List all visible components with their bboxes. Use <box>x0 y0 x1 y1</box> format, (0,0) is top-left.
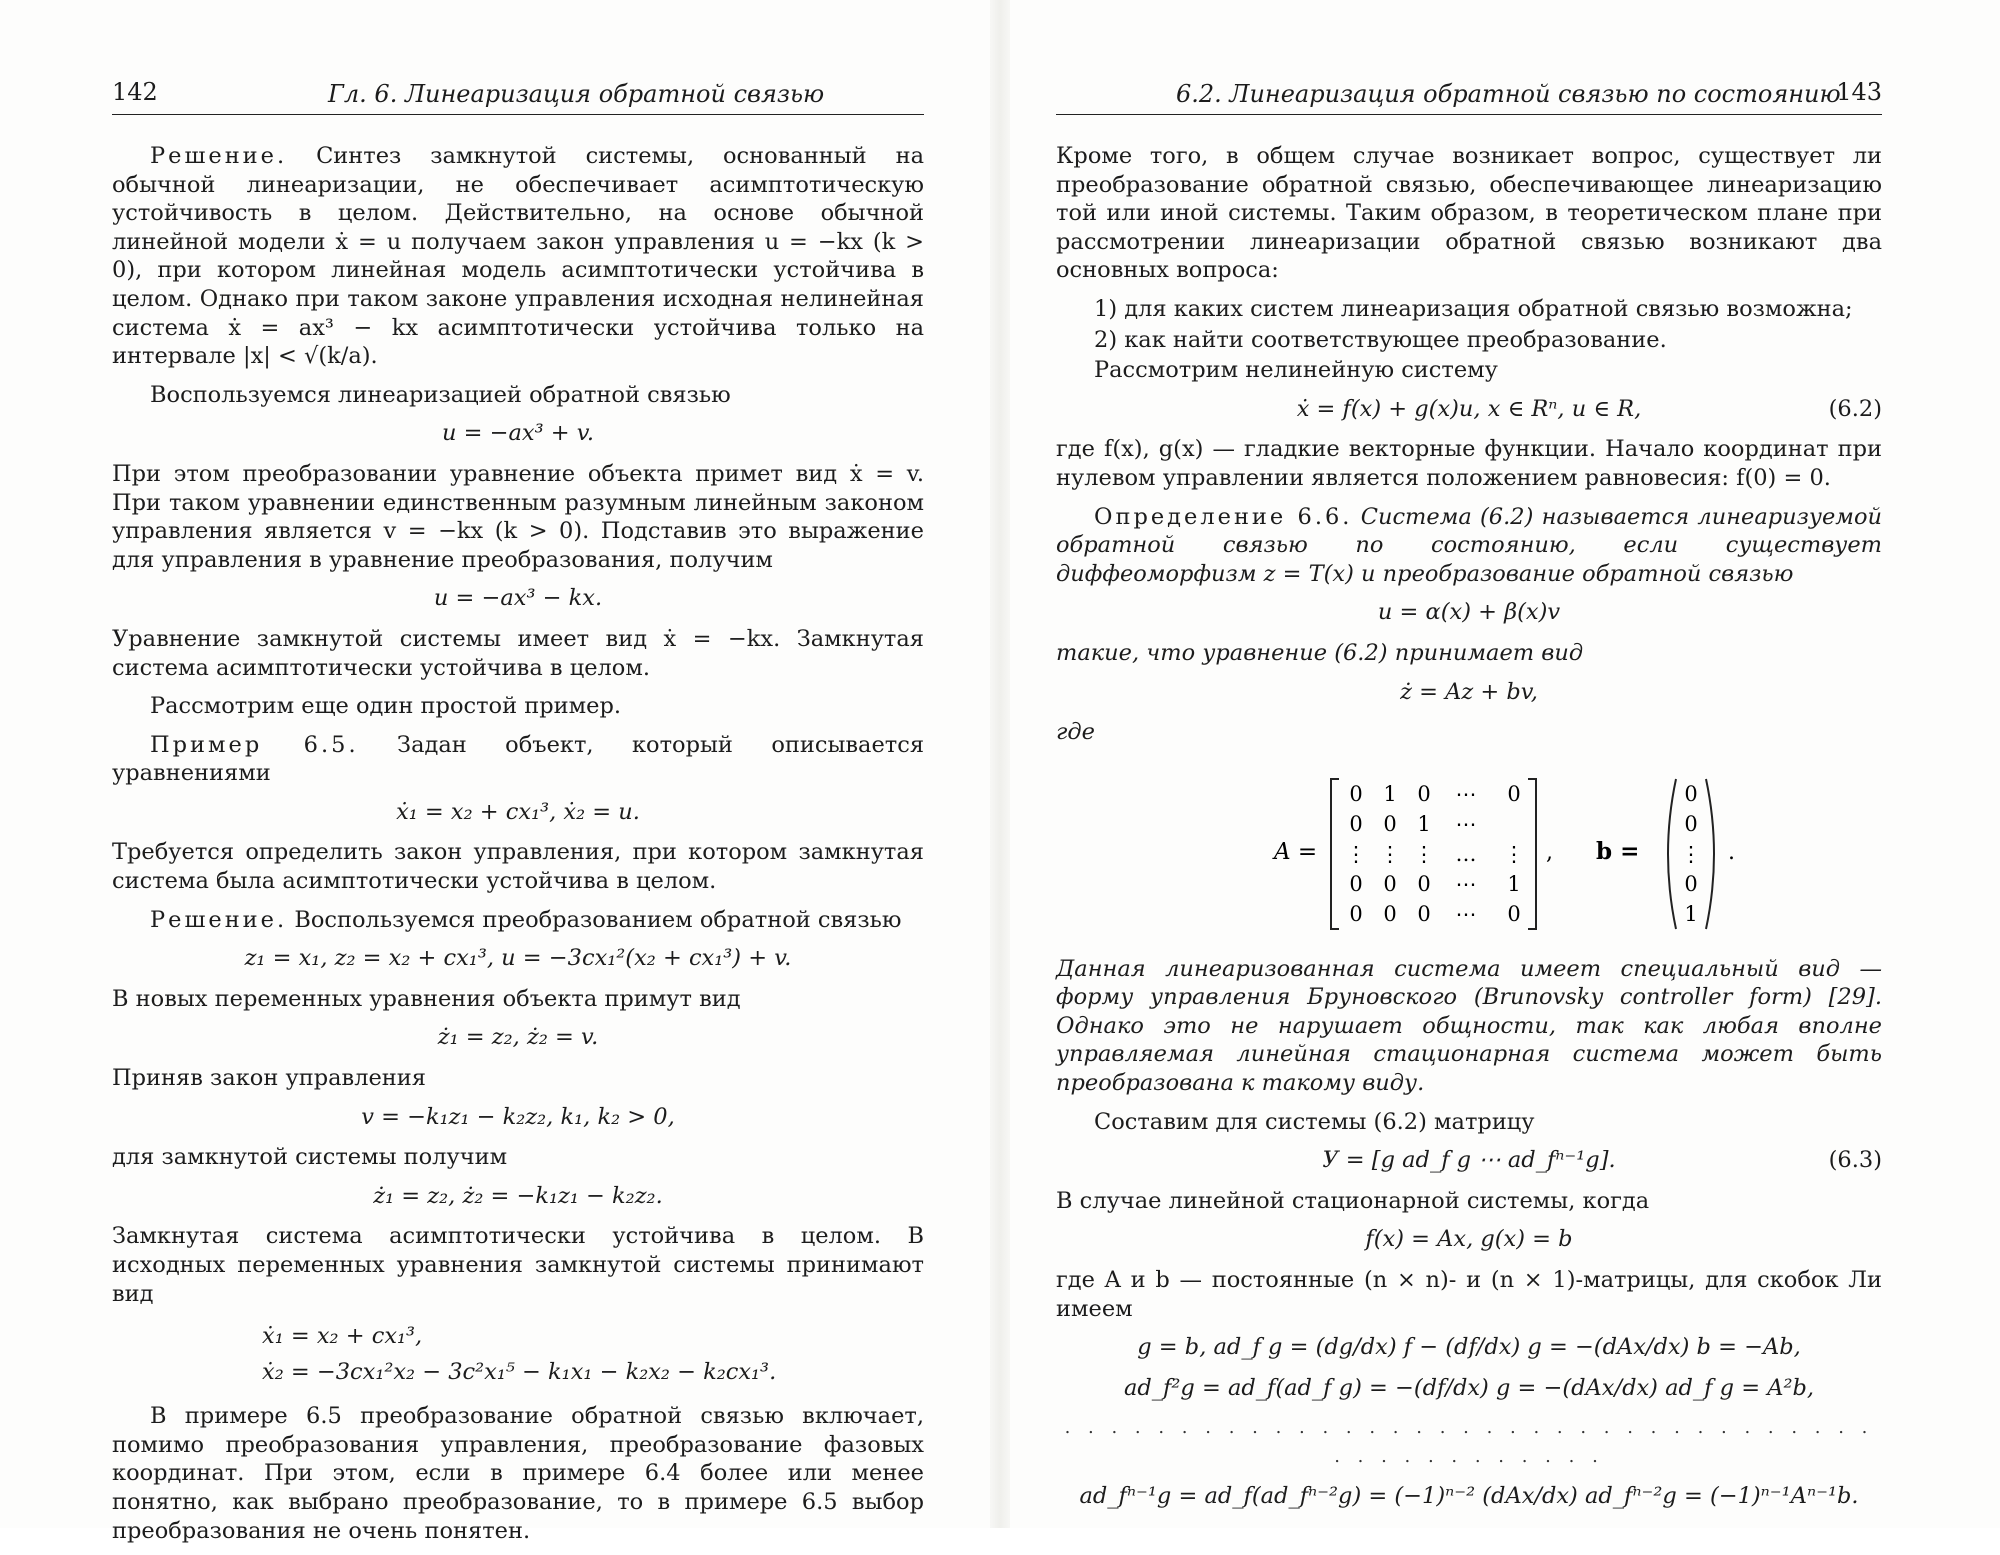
matrix-a-cell: ⋮ <box>1345 841 1367 866</box>
paragraph <box>112 731 924 788</box>
equation: z₁ = x₁, z₂ = x₂ + cx₁³, u = −3cx₁²(x₂ + cx₁³) + v. <box>244 945 792 972</box>
matrix-a-cell: 1 <box>1507 871 1521 896</box>
matrix-a-cell: 0 <box>1349 871 1363 896</box>
paragraph: Приняв закон управления <box>112 1065 426 1092</box>
matrix-a-cell: 0 <box>1383 871 1397 896</box>
equation: ẋ₁ = x₂ + cx₁³, ẋ₂ = u. <box>396 798 640 825</box>
matrix-a-entries <box>1346 782 1525 926</box>
matrix-a-left-bracket <box>1331 779 1339 929</box>
ellipsis-divider: . . . . . . . . . . . . . . . . . . . . . . . . . . . . . . . . . . . . . . . . . . . . . . . <box>1064 1417 1874 1467</box>
equation: ẋ = f(x) + g(x)u, x ∈ Rⁿ, u ∈ R, <box>1296 395 1642 422</box>
paragraph: Замкнутая система асимптотически устойчива в целом. В исходных переменных уравнения замкнутой системы принимают вид <box>112 1223 924 1307</box>
matrix-a-cell: ⋯ <box>1455 871 1477 896</box>
matrix-a-right-bracket <box>1528 779 1536 929</box>
equation: ż₁ = z₂, ż₂ = −k₁z₁ − k₂z₂. <box>373 1182 663 1209</box>
list-item: 2) как найти соответствующее преобразование. <box>1094 326 1667 353</box>
paragraph <box>1056 503 1882 589</box>
paragraph: для замкнутой системы получим <box>112 1144 508 1171</box>
paragraph: где f(x), g(x) — гладкие векторные функции. Начало координат при нулевом управлении является положением равновесия: f(0) = 0. <box>1056 436 1882 491</box>
equation-system <box>262 1318 924 1390</box>
matrix-svg <box>1056 761 1882 941</box>
matrix-a-cell: ⋮ <box>1413 841 1435 866</box>
right-running-head: 6.2. Линеаризация обратной связью по состоянию <box>1176 80 1841 108</box>
equation: У = [g ad_f g ⋯ ad_fⁿ⁻¹g]. <box>1322 1147 1616 1174</box>
matrix-a-cell: 0 <box>1349 781 1363 806</box>
paragraph: Составим для системы (6.2) матрицу <box>1094 1108 1535 1135</box>
matrix-b-right-paren <box>1706 779 1714 929</box>
equation: ẋ₁ = x₂ + cx₁³, <box>262 1323 423 1350</box>
left-page <box>0 0 990 1544</box>
left-running-header <box>112 74 924 115</box>
equation-numbered <box>1056 1146 1882 1175</box>
paragraph: В примере 6.5 преобразование обратной связью включает, помимо преобразования управления, преобразование фазовых координат. При этом, если в примере 6.4 более или менее понятно, как выбрано преобразование, то в примере 6.5 выбор преобразования не очень понятен. <box>112 1403 924 1544</box>
solution-label: Решение. <box>150 906 288 933</box>
equation-number: (6.2) <box>1828 395 1882 422</box>
matrix-b-cell: 0 <box>1684 871 1698 896</box>
example-label: Пример 6.5. <box>150 731 359 758</box>
equation: ż₁ = z₂, ż₂ = v. <box>437 1024 599 1051</box>
matrix-block <box>1056 761 1882 941</box>
equation: ad_f²g = ad_f(ad_f g) = −(df/dx) g = −(dAx/dx) ad_f g = A²b, <box>1123 1374 1815 1401</box>
matrix-a-cell: ⋯ <box>1455 811 1477 836</box>
paragraph: В случае линейной стационарной системы, когда <box>1056 1187 1650 1214</box>
definition-label: Определение 6.6. <box>1094 503 1353 530</box>
matrix-a-cell: 1 <box>1383 781 1397 806</box>
matrix-b-entries <box>1681 782 1702 926</box>
right-page <box>1000 0 2000 1528</box>
matrix-a-cell: … <box>1455 841 1477 866</box>
equation-number: (6.3) <box>1828 1147 1882 1174</box>
paragraph <box>112 906 924 935</box>
paragraph <box>112 142 924 371</box>
paragraph-text: Синтез замкнутой системы, основанный на обычной линеаризации, не обеспечивает асимптотическую устойчивость в целом. Действительно, на основе обычной линейной модели ẋ = u получаем закон управления u = −kx (k > 0), при котором линейная модель асимптотически устойчива в целом. Однако при таком законе управления исходная нелинейная система ẋ = ax³ − kx асимптотически устойчива только на интервале |x| < √(k/a). <box>112 143 924 370</box>
matrix-b-label: b = <box>1596 837 1640 865</box>
matrix-a-cell: 0 <box>1383 901 1397 926</box>
equation: ad_fⁿ⁻¹g = ad_f(ad_fⁿ⁻²g) = (−1)ⁿ⁻² (dAx/dx) ad_fⁿ⁻²g = (−1)ⁿ⁻¹Aⁿ⁻¹b. <box>1079 1482 1859 1509</box>
paragraph-text: Воспользуемся преобразованием обратной связью <box>294 906 902 933</box>
paragraph: такие, что уравнение (6.2) принимает вид <box>1056 639 1584 666</box>
matrix-a-cell: 0 <box>1507 781 1521 806</box>
paragraph: Кроме того, в общем случае возникает вопрос, существует ли преобразование обратной связью, обеспечивающее линеаризацию той или иной системы. Таким образом, в теоретическом плане при рассмотрении линеаризации обратной связью возникают два основных вопроса: <box>1056 143 1882 284</box>
paragraph: Воспользуемся линеаризацией обратной связью <box>150 381 731 408</box>
paragraph: Рассмотрим нелинейную систему <box>1094 357 1498 384</box>
paragraph: где A и b — постоянные (n × n)- и (n × 1)-матрицы, для скобок Ли имеем <box>1056 1267 1882 1322</box>
matrix-a-cell: 0 <box>1507 901 1521 926</box>
matrix-a-cell: ⋮ <box>1379 841 1401 866</box>
left-column <box>112 142 924 1555</box>
list-item: 1) для каких систем линеаризация обратной связью возможна; <box>1094 295 1853 322</box>
equation: u = α(x) + β(x)v <box>1377 599 1561 626</box>
paragraph: Рассмотрим еще один простой пример. <box>150 693 622 720</box>
left-page-number: 142 <box>112 78 158 106</box>
solution-label: Решение. <box>150 143 288 169</box>
matrix-a-cell: ⋯ <box>1455 781 1477 806</box>
definition-text: Система (6.2) называется линеаризуемой обратной связью по состоянию, если существует диффеоморфизм z = T(x) и преобразование обратной связью <box>1056 503 1882 587</box>
equation: f(x) = Ax, g(x) = b <box>1365 1226 1573 1253</box>
equation: g = b, ad_f g = (dg/dx) f − (df/dx) g = −(dAx/dx) b = −Ab, <box>1137 1334 1801 1361</box>
matrix-a-cell: 0 <box>1417 781 1431 806</box>
matrix-a-cell: 0 <box>1349 811 1363 836</box>
matrix-a-cell: 0 <box>1349 901 1363 926</box>
equation: u = −ax³ + v. <box>442 420 594 447</box>
matrix-b-cell: 0 <box>1684 781 1698 806</box>
matrix-a-cell: ⋮ <box>1503 841 1525 866</box>
left-running-head: Гл. 6. Линеаризация обратной связью <box>328 80 825 108</box>
matrix-b-cell: 0 <box>1684 811 1698 836</box>
matrix-a-cell: 0 <box>1417 871 1431 896</box>
where-label: где <box>1056 719 1095 746</box>
right-column <box>1056 142 1882 1522</box>
equation: u = −ax³ − kx. <box>433 585 603 612</box>
paragraph: Данная линеаризованная система имеет специальный вид — форму управления Бруновского (Brunovsky controller form) [29]. Однако это не нарушает общности, так как любая вполне управляемая линейная стационарная система может быть преобразована к такому виду. <box>1056 955 1882 1097</box>
matrix-b-left-paren <box>1668 779 1676 929</box>
matrix-a-cell: 1 <box>1417 811 1431 836</box>
matrix-b-cell: 1 <box>1684 901 1698 926</box>
matrix-a-cell: ⋯ <box>1455 901 1477 926</box>
matrix-a-comma: , <box>1546 839 1553 865</box>
equation: ẋ₂ = −3cx₁²x₂ − 3c²x₁⁵ − k₁x₁ − k₂x₂ − k₂cx₁³. <box>262 1359 777 1386</box>
right-page-number: 143 <box>1836 78 1882 106</box>
matrix-a-cell: 0 <box>1383 811 1397 836</box>
paragraph: В новых переменных уравнения объекта примут вид <box>112 985 741 1012</box>
equation: ż = Az + bv, <box>1400 678 1538 705</box>
paragraph: При этом преобразовании уравнение объекта примет вид ẋ = v. При таком уравнении единственным разумным линейным законом управления является v = −kx (k > 0). Подставив это выражение для управления в уравнение преобразования, получим <box>112 460 924 573</box>
paragraph: Требуется определить закон управления, при котором замкнутая система была асимптотически устойчива в целом. <box>112 839 924 895</box>
right-running-header <box>1056 74 1882 115</box>
equation-numbered <box>1056 395 1882 424</box>
matrix-a-cell: 0 <box>1417 901 1431 926</box>
matrix-b-cell: ⋮ <box>1680 841 1702 866</box>
matrix-a-label: A = <box>1274 838 1318 865</box>
matrix-b-period: . <box>1728 839 1735 865</box>
paragraph-text: Задан объект, который описывается уравнениями <box>112 731 925 787</box>
equation: v = −k₁z₁ − k₂z₂, k₁, k₂ > 0, <box>361 1103 675 1130</box>
paragraph: Уравнение замкнутой системы имеет вид ẋ = −kx. Замкнутая система асимптотически устойчива в целом. <box>112 625 924 681</box>
